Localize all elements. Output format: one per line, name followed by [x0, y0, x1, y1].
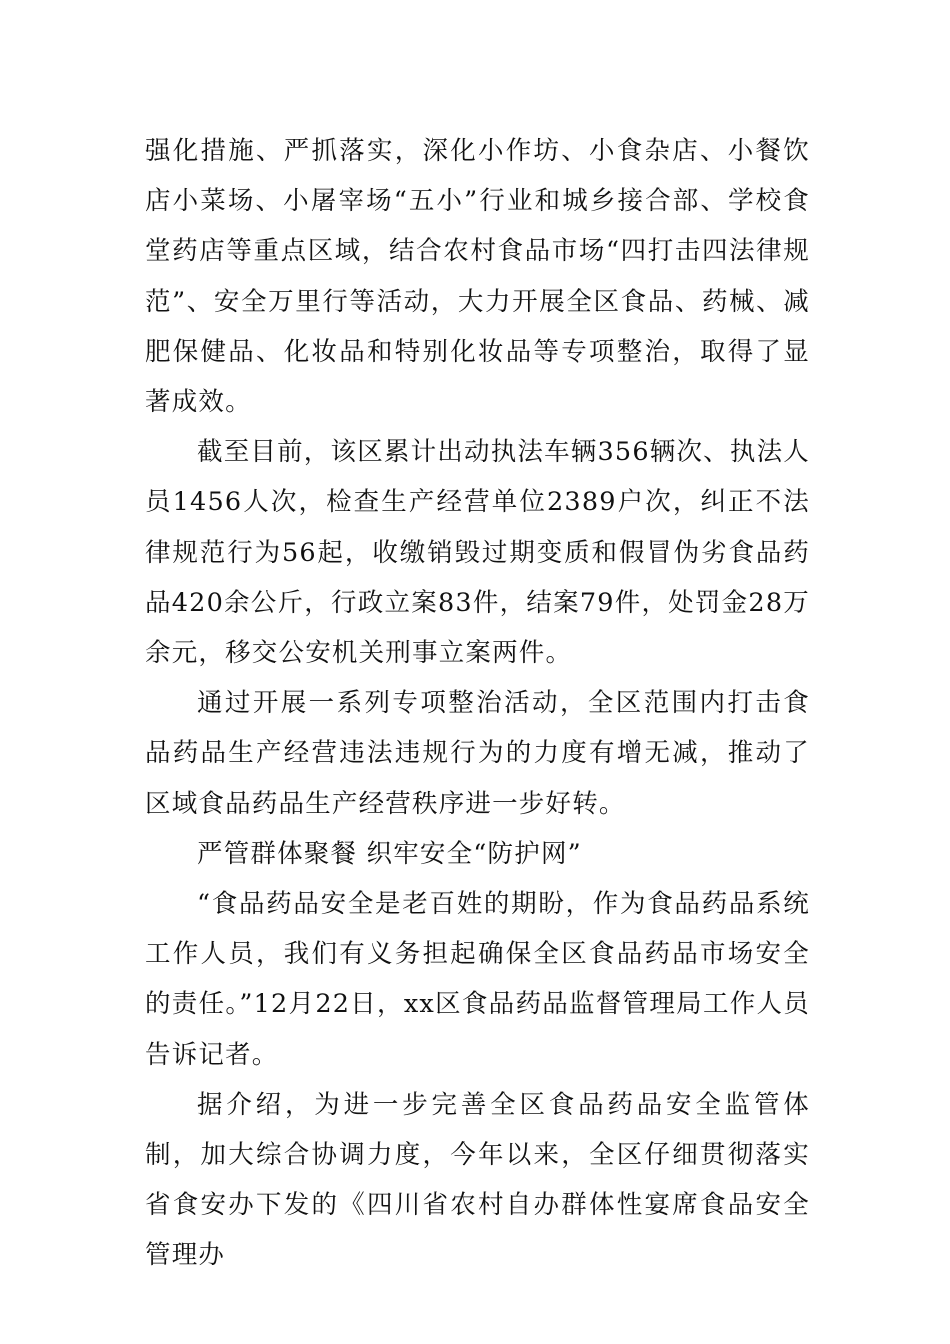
paragraph-staff-quote: “食品药品安全是老百姓的期盼，作为食品药品系统工作人员，我们有义务担起确保全区食品药品市场安全的责任。”12月22日，xx区食品药品监督管理局工作人员告诉记者。	[145, 889, 810, 1070]
section-heading: 严管群体聚餐 织牢安全“防护网”	[197, 838, 582, 869]
document-body	[145, 126, 810, 1281]
paragraph-introduction: 据介绍，为进一步完善全区食品药品安全监管体制，加大综合协调力度，今年以来，全区仔细贯彻落实省食安办下发的《四川省农村自办群体性宴席食品安全管理办	[145, 1089, 810, 1271]
paragraph-enforcement-statistics: 截至目前，该区累计出动执法车辆356辆次、执法人员1456人次，检查生产经营单位2389户次，纠正不法律规范行为56起，收缴销毁过期变质和假冒伪劣食品药品420余公斤，行政立案83件，结案79件，处罚金28万余元，移交公安机关刑事立案两件。	[145, 437, 810, 669]
paragraph-rectification-measures: 强化措施、严抓落实，深化小作坊、小食杂店、小餐饮店小菜场、小屠宰场“五小”行业和城乡接合部、学校食堂药店等重点区域，结合农村食品市场“四打击四法律规范”、安全万里行等活动，大力开展全区食品、药械、减肥保健品、化妆品和特别化妆品等专项整治，取得了显著成效。	[145, 136, 810, 418]
paragraph-results-summary: 通过开展一系列专项整治活动，全区范围内打击食品药品生产经营违法违规行为的力度有增无减，推动了区域食品药品生产经营秩序进一步好转。	[145, 688, 810, 819]
